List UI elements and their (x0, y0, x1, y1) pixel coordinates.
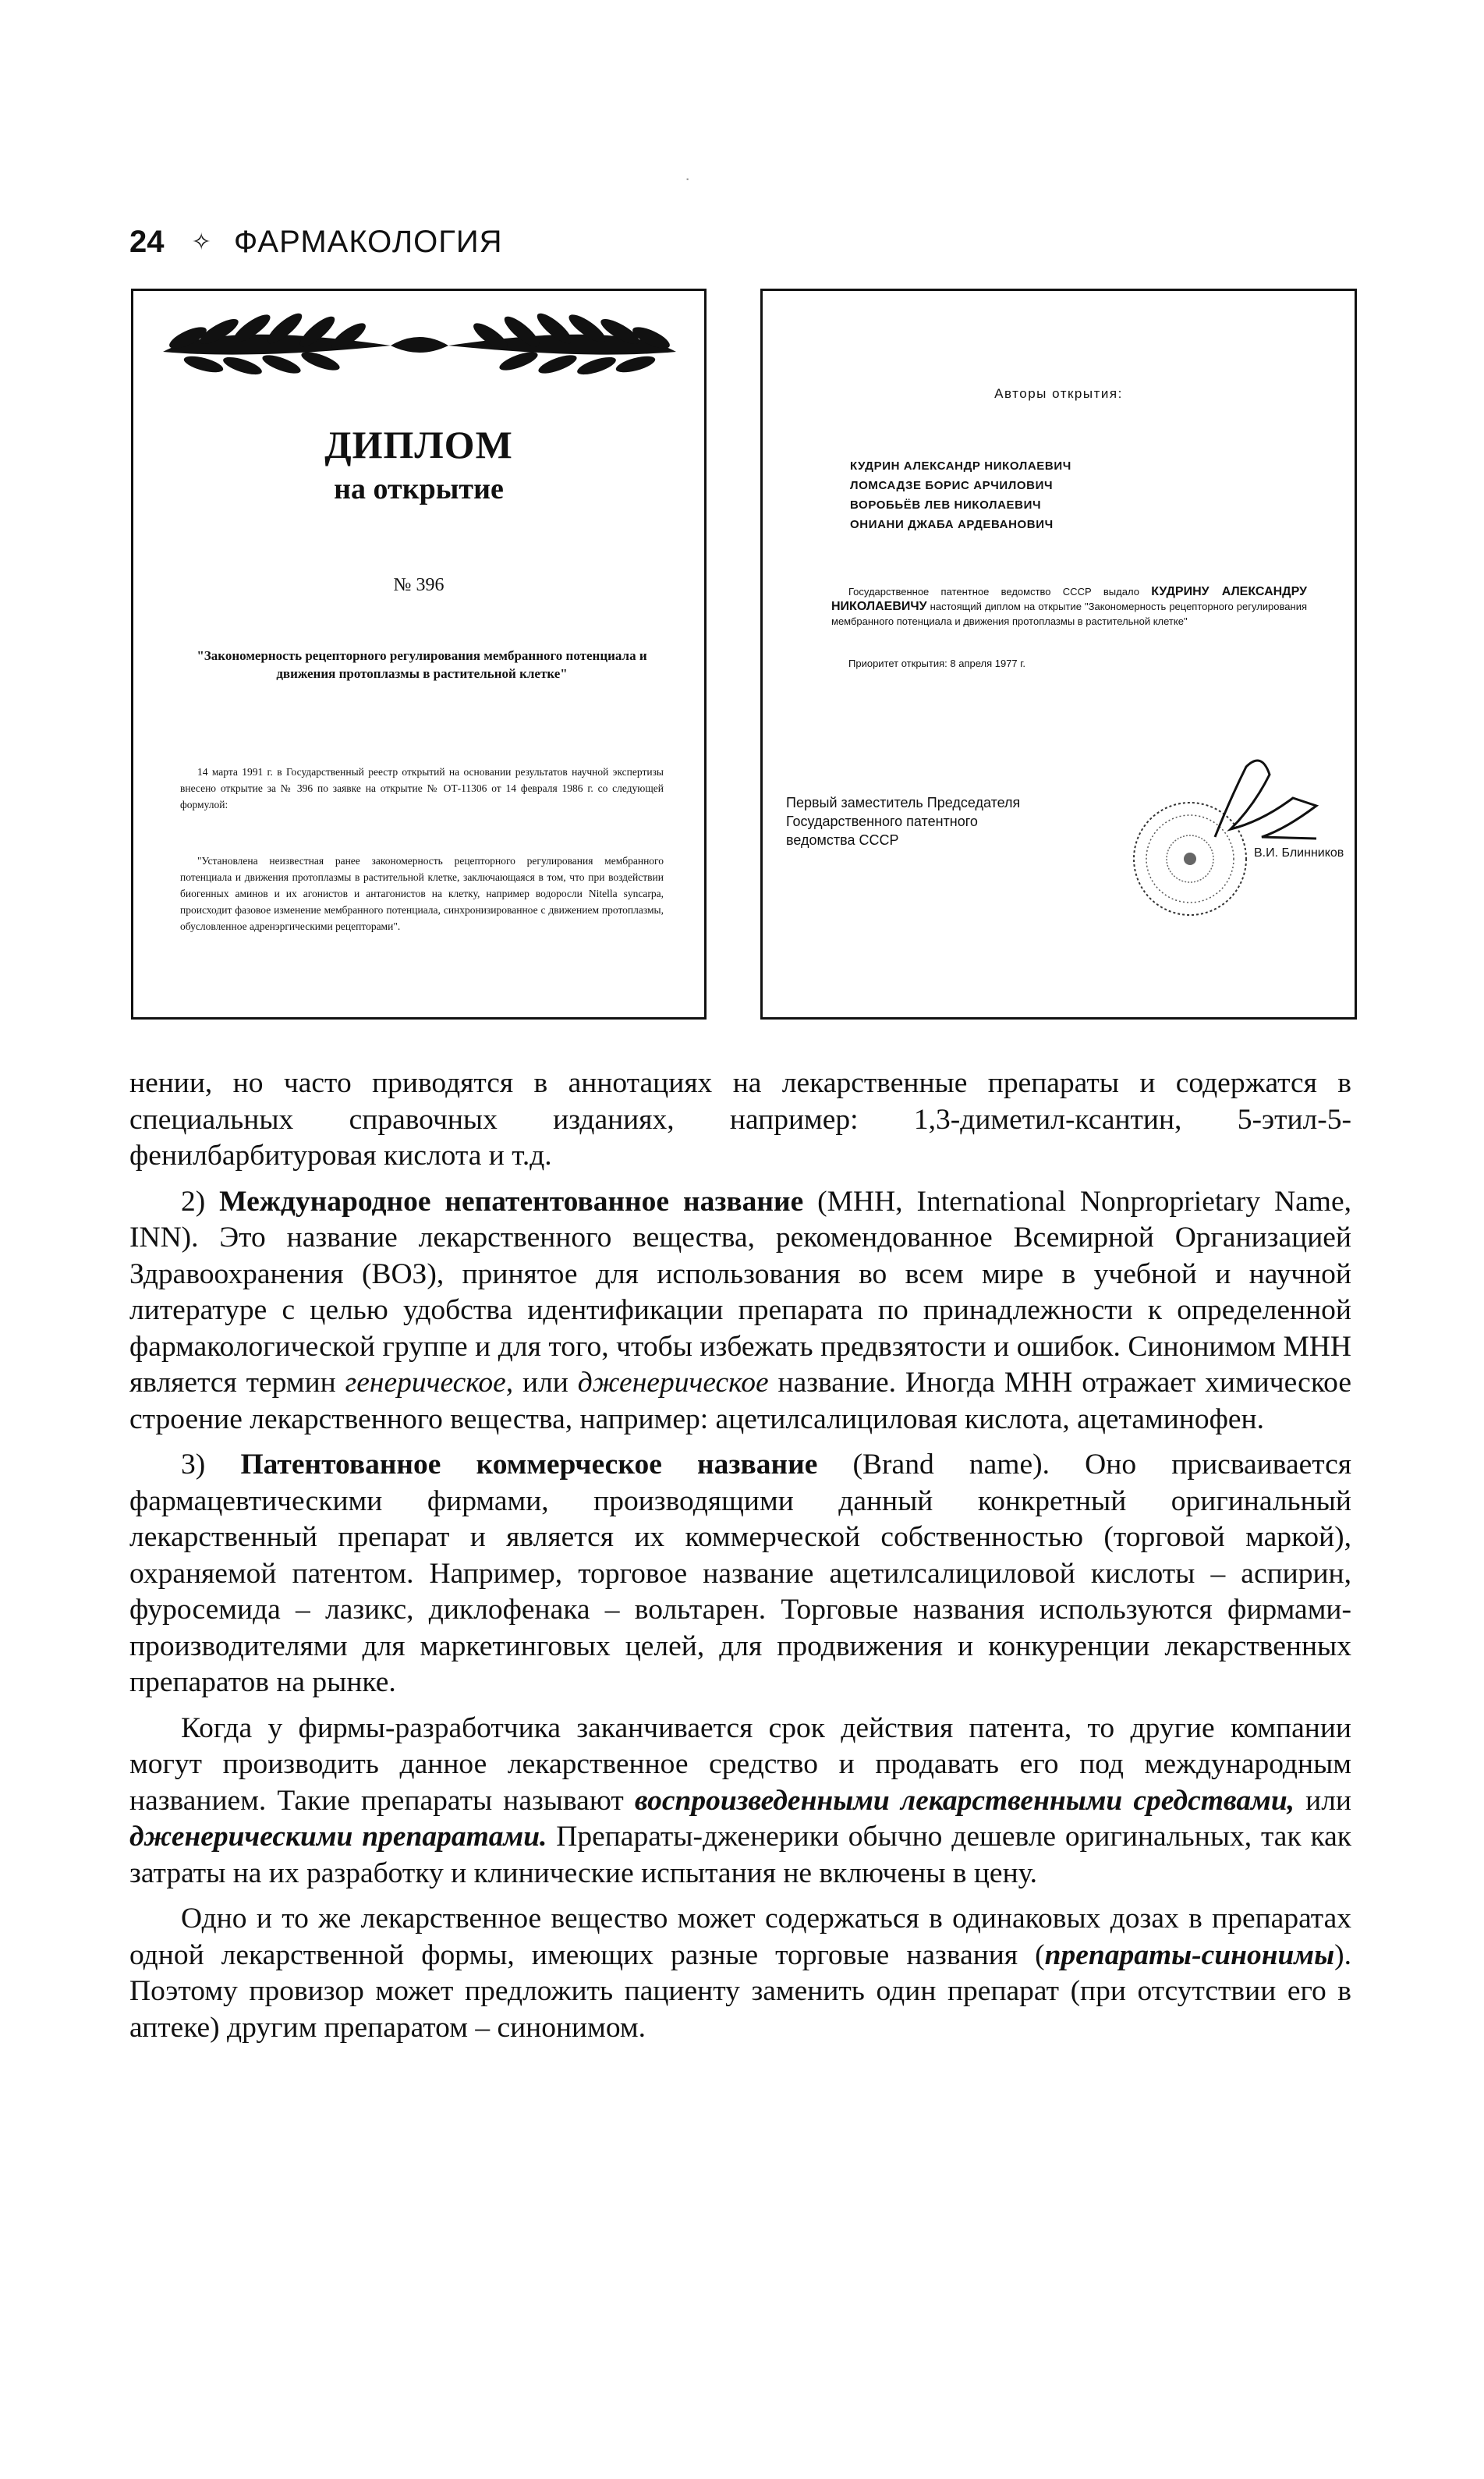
text-run: название. Иногда МНН отражает химическое строение лекарственного вещества, например: ацетилсалициловая кислота, ацетаминофен. (129, 1367, 1351, 1435)
diploma-back-figure (760, 289, 1357, 1020)
text-run: 3) (181, 1449, 241, 1481)
term-bold-italic: воспроизведенными лекарственными средствами, (634, 1784, 1295, 1817)
text-run: Препараты-дженерики обычно дешевле оригинальных, так как затраты на их разработку и клинические испытания не включены в цену. (129, 1821, 1351, 1889)
running-header (129, 225, 503, 260)
term-bold-italic: препараты-синонимы (1044, 1938, 1335, 1971)
grant-statement (831, 584, 1307, 629)
diploma-front-figure (131, 289, 707, 1020)
signer-name: В.И. Блинников (1254, 846, 1344, 860)
signer-line: Первый заместитель Председателя (786, 795, 1021, 810)
author-name: ЛОМСАДЗЕ БОРИС АРЧИЛОВИЧ (850, 479, 1054, 492)
paragraph (129, 1184, 1351, 1438)
diploma-number: № 396 (393, 575, 444, 595)
diploma-subtitle: на открытие (334, 473, 504, 505)
authors-list (850, 456, 1071, 534)
text-run: (Brand name). Оно присваивается фармацевтическими фирмами, производящими данный конкретный оригинальный лекарственный препарат и является их коммерческой собственностью (торговой маркой), охраняемой патентом. Например, торговое название ацетилсалициловой кислоты – аспирин, фуросемида – лазикс, диклофенака – вольтарен. Торговые названия используются фирмами-производителями для маркетинговых целей, для продвижения и конкуренции лекарственных препаратов на рынке. (129, 1449, 1351, 1698)
paragraph (129, 1447, 1351, 1701)
text-run: ). Поэтому провизор может предложить пациенту заменить один препарат (при отсутствии его в аптеке) другим препаратом – синонимом. (129, 1938, 1351, 2044)
text-run: или (513, 1367, 578, 1399)
grant-suffix: настоящий диплом на открытие "Закономерность рецепторного регулирования мембранного потенциала и движения протоплазмы в растительной клетке" (831, 601, 1307, 627)
text-run: Одно и то же лекарственное вещество может содержаться в одинаковых дозах в препаратах одной лекарственной формы, имеющих разные торговые названия ( (129, 1903, 1351, 1971)
paragraph (129, 1901, 1351, 2046)
term-bold: Международное непатентованное название (219, 1185, 804, 1218)
text-run: или (1295, 1784, 1351, 1817)
text-run: Когда у фирмы-разработчика заканчивается срок действия патента, то другие компании могут производить данное лекарственное средство и продавать его под международным названием. Такие препараты называют (129, 1711, 1351, 1817)
scan-artifact: · (685, 168, 691, 188)
laurel-wreath-icon (157, 305, 682, 383)
page-number: 24 (129, 225, 165, 259)
diamond-ornament-icon: ✧ (191, 229, 211, 255)
signature-icon (1199, 751, 1324, 860)
body-text (129, 1066, 1351, 2055)
paragraph (129, 1711, 1351, 1892)
grant-recipient: КУДРИНУ АЛЕКСАНДРУ НИКОЛАЕВИЧУ (831, 585, 1307, 613)
priority-date: Приоритет открытия: 8 апреля 1977 г. (848, 658, 1026, 669)
diploma-paragraph: 14 марта 1991 г. в Государственный реестр открытий на основании результатов научной экспертизы внесено открытие за № 396 по заявке на открытие № ОТ-11306 от 14 февраля 1986 г. со следующей формулой: (180, 766, 664, 810)
paragraph: нении, но часто приводятся в аннотациях на лекарственные препараты и содержатся в специальных справочных изданиях, например: 1,3-диметил-ксантин, 5-этил-5-фенилбарбитуровая кислота и т.д. (129, 1067, 1351, 1172)
term-bold: Патентованное коммерческое название (240, 1449, 818, 1481)
author-name: ОНИАНИ ДЖАБА АРДЕВАНОВИЧ (850, 518, 1054, 531)
authors-heading: Авторы открытия: (994, 386, 1123, 401)
diploma-formula: "Установлена неизвестная ранее закономерность рецепторного регулирования мембранного потенциала и движения протоплазмы в растительной клетке, заключающаяся в том, что при воздействии биогенных аминов и их агонистов и антагонистов на клетку, например водоросли Nitella syncarpa, происходит фазовое изменение мембранного потенциала, синхронизированное с движением протоплазмы, обусловленное адренэргическими рецепторами". (180, 855, 664, 932)
term-italic: генерическое, (345, 1367, 514, 1399)
running-title: ФАРМАКОЛОГИЯ (233, 225, 503, 259)
diploma-title: ДИПЛОМ (324, 423, 513, 466)
term-bold-italic: дженерическими препаратами. (129, 1821, 547, 1853)
term-italic: дженерическое (577, 1367, 769, 1399)
text-run: 2) (181, 1185, 220, 1218)
signer-line: ведомства СССР (786, 832, 899, 848)
signer-title (786, 793, 1020, 849)
text-run: (МНН, International Nonproprietary Name, INN). Это название лекарственного вещества, рекомендованное Всемирной Организацией Здравоохранения (ВОЗ), принятое для использования во всем мире в учебной и научной литературе с целью удобства идентификации препарата по принадлежности к определенной фармакологической группе и для того, чтобы избежать предвзятости и ошибок. Синонимом МНН является термин (129, 1185, 1351, 1399)
diploma-subject: "Закономерность рецепторного регулирования мембранного потенциала и движения протоплазмы в растительной клетке" (197, 648, 647, 681)
grant-prefix: Государственное патентное ведомство СССР выдало (848, 586, 1139, 598)
author-name: КУДРИН АЛЕКСАНДР НИКОЛАЕВИЧ (850, 459, 1071, 473)
signer-line: Государственного патентного (786, 814, 978, 829)
author-name: ВОРОБЬЁВ ЛЕВ НИКОЛАЕВИЧ (850, 498, 1042, 512)
